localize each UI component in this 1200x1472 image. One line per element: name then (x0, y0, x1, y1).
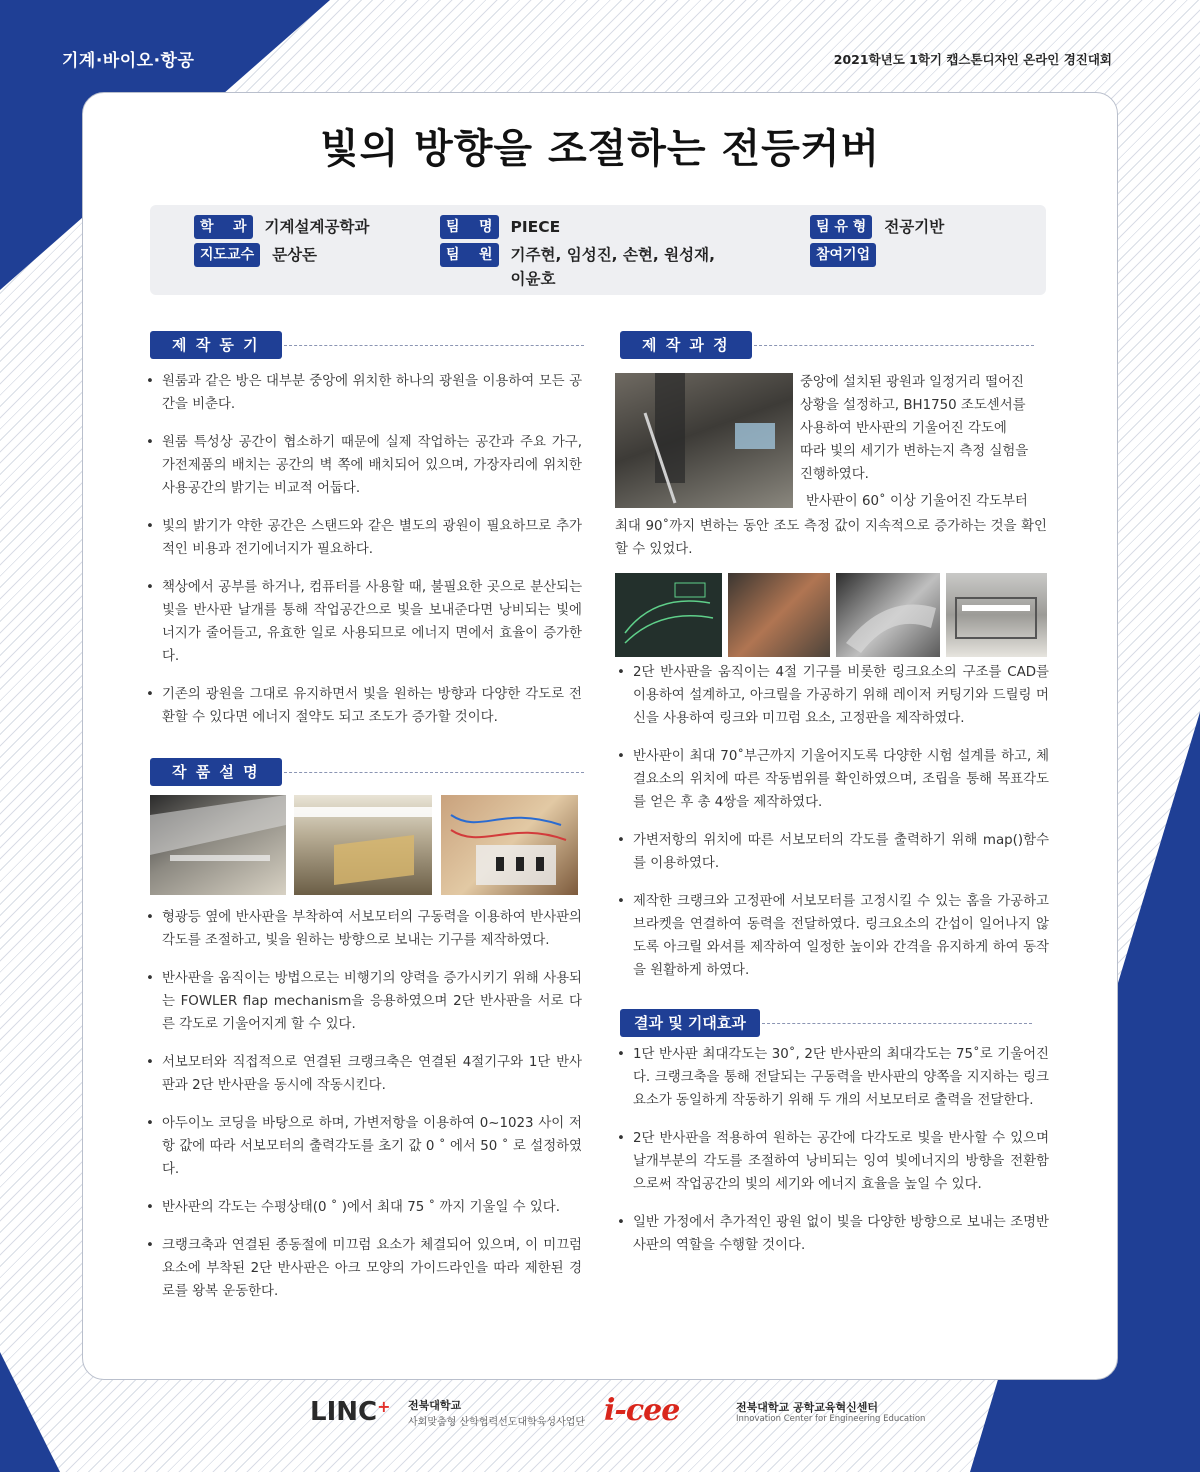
process-intro-lines (800, 371, 1046, 513)
dept-badge: 학 과 (194, 215, 253, 239)
company-badge: 참여기업 (810, 243, 876, 267)
type-value: 전공기반 (884, 218, 945, 236)
list-item: • 반사판의 각도는 수평상태(0 ˚ )에서 최대 75 ˚ 까지 기울일 수 있다. (146, 1196, 582, 1219)
footer (0, 1395, 1200, 1435)
description-title: 작 품 설 명 (150, 758, 282, 786)
photo-cad-art (615, 573, 722, 657)
category-label: 기계·바이오·항공 (62, 51, 195, 71)
description-list (146, 906, 582, 1318)
photo-machining (728, 573, 830, 657)
process-intro-line: 중앙에 설치된 광원과 일정거리 떨어진 (800, 375, 1024, 390)
members-badge: 팀 원 (440, 243, 499, 267)
process-intro-line: 따라 빛의 세기가 변하는지 측정 실험을 (800, 444, 1029, 459)
heading-rule (754, 345, 1034, 346)
photo-lamp-side-art (150, 795, 286, 895)
list-item: • 반사판이 최대 70˚부근까지 기울어지도록 다양한 시험 설계를 하고, 체결요소의 위치에 따른 작동범위를 확인하였으며, 조립을 통해 목표각도를 얻은 후 총 4쌍을 제작하였다. (617, 745, 1049, 814)
list-item: • 형광등 옆에 반사판을 부착하여 서보모터의 구동력을 이용하여 반사판의 각도를 조절하고, 빛을 원하는 방향으로 보내는 기구를 제작하였다. (146, 906, 582, 952)
icee-logo: i-cee (604, 1393, 680, 1428)
list-item: • 1단 반사판 최대각도는 30˚, 2단 반사판의 최대각도는 75˚로 기울어진다. 크랭크축을 통해 전달되는 구동력을 반사판의 양쪽을 지지하는 링크요소가 동일하게 작동하기 위해 두 개의 서보모터로 출력을 전달한다. (617, 1043, 1049, 1112)
info-team (440, 215, 560, 239)
process-intro-para2: 반사판이 60˚ 이상 기울어진 각도부터 (806, 494, 1028, 509)
results-list (617, 1043, 1049, 1272)
contest-label: 2021학년도 1학기 캡스톤디자인 온라인 경진대회 (833, 52, 1112, 67)
list-item: • 기존의 광원을 그대로 유지하면서 빛을 원하는 방향과 다양한 각도로 전환할 수 있다면 에너지 절약도 되고 조도가 증가할 것이다. (146, 683, 582, 729)
linc-plus-icon: + (377, 1397, 391, 1416)
photo-circuit-art (441, 795, 578, 895)
linc-logo (310, 1397, 391, 1427)
motivation-title: 제 작 동 기 (150, 331, 282, 359)
members-line-1: 기주현, 임성진, 손현, 원성재, (510, 246, 715, 264)
photo-acrylic-part-art (836, 573, 940, 657)
advisor-value: 문상돈 (272, 246, 318, 264)
list-item: • 일반 가정에서 추가적인 광원 없이 빛을 다양한 방향으로 보내는 조명반사판의 역할을 수행할 것이다. (617, 1211, 1049, 1257)
info-type (810, 215, 944, 239)
list-item: • 빛의 밝기가 약한 공간은 스탠드와 같은 별도의 광원이 필요하므로 추가적인 비용과 전기에너지가 필요하다. (146, 515, 582, 561)
photo-acrylic-part (836, 573, 940, 657)
photo-cad-design (615, 573, 722, 657)
list-item: • 2단 반사판을 적용하여 원하는 공간에 다각도로 빛을 반사할 수 있으며 날개부분의 각도를 조절하여 낭비되는 잉여 빛에너지의 방향을 전환함으로써 작업공간의 빛의 세기와 에너지 효율을 높일 수 있다. (617, 1127, 1049, 1196)
team-badge: 팀 명 (440, 215, 499, 239)
poster-title: 빛의 방향을 조절하는 전등커버 (319, 126, 881, 172)
heading-rule (284, 345, 584, 346)
dept-value: 기계설계공학과 (264, 218, 370, 236)
list-item: • 제작한 크랭크와 고정판에 서보모터를 고정시킬 수 있는 홈을 가공하고 브라켓을 연결하여 동력을 전달하였다. 링크요소의 간섭이 일어나지 않도록 아크릴 와셔를 제작하여 일정한 높이와 간격을 유지하게 하여 동작을 원활하게 하였다. (617, 890, 1049, 982)
list-item: • 크랭크축과 연결된 종동절에 미끄럼 요소가 체결되어 있으며, 이 미끄럼 요소에 부착된 2단 반사판은 아크 모양의 가이드라인을 따라 제한된 경로를 왕복 운동한다. (146, 1234, 582, 1303)
process-intro-rest: 최대 90˚까지 변하는 동안 조도 측정 값이 지속적으로 증가하는 것을 확인할 수 있었다. (615, 519, 1047, 557)
results-heading (620, 1009, 1032, 1037)
photo-lamp-side (150, 795, 286, 895)
process-title: 제 작 과 정 (620, 331, 752, 359)
list-item: • 아두이노 코딩을 바탕으로 하며, 가변저항을 이용하여 0~1023 사이 저항 값에 따라 서보모터의 출력각도를 초기 값 0 ˚ 에서 50 ˚ 로 설정하였다. (146, 1112, 582, 1181)
process-intro-line: 사용하여 반사판의 기울어진 각도에 (800, 421, 1007, 436)
photo-circuit-board (441, 795, 578, 895)
list-item: • 2단 반사판을 움직이는 4절 기구를 비롯한 링크요소의 구조를 CAD를 이용하여 설계하고, 아크릴을 가공하기 위해 레이저 커팅기와 드릴링 머신을 사용하여 링크와 미끄럼 요소, 고정판을 제작하였다. (617, 661, 1049, 730)
list-item: • 가변저항의 위치에 따른 서보모터의 각도를 출력하기 위해 map()함수를 이용하였다. (617, 829, 1049, 875)
info-dept (194, 215, 369, 239)
heading-rule (284, 772, 584, 773)
photo-assembly (946, 573, 1047, 657)
team-value: PIECE (510, 218, 561, 236)
advisor-badge: 지도교수 (194, 243, 260, 267)
members-value (511, 243, 715, 291)
results-title: 결과 및 기대효과 (620, 1009, 760, 1037)
list-item: • 서보모터와 직접적으로 연결된 크랭크축은 연결된 4절기구와 1단 반사판과 2단 반사판을 동시에 작동시킨다. (146, 1051, 582, 1097)
motivation-heading (150, 331, 584, 359)
photo-experiment-art (615, 373, 793, 508)
linc-logo-text: LINC (310, 1397, 378, 1427)
univ1-name: 전북대학교 (408, 1399, 462, 1412)
team-info-box (150, 205, 1046, 295)
heading-rule (762, 1023, 1032, 1024)
univ1-sub: 사회맞춤형 산학협력선도대학육성사업단 (408, 1417, 586, 1428)
description-heading (150, 758, 584, 786)
photo-lamp-reflector (294, 795, 432, 895)
members-line-2: 이윤호 (510, 270, 556, 288)
process-intro-line: 진행하였다. (800, 467, 869, 482)
photo-experiment (615, 373, 793, 508)
process-intro-line: 상황을 설정하고, BH1750 조도센서를 (800, 398, 1026, 413)
univ2-name: 전북대학교 공학교육혁신센터 (736, 1401, 878, 1414)
info-company (810, 243, 888, 267)
list-item: • 책상에서 공부를 하거나, 컴퓨터를 사용할 때, 불필요한 곳으로 분산되는 빛을 반사판 날개를 통해 작업공간으로 빛을 보내준다면 낭비되는 빛에너지가 줄어들고, 유효한 일로 사용되므로 에너지 면에서 효율이 증가한다. (146, 576, 582, 668)
process-heading (620, 331, 1034, 359)
list-item: • 원룸과 같은 방은 대부분 중앙에 위치한 하나의 광원을 이용하여 모든 공간을 비춘다. (146, 370, 582, 416)
info-advisor (194, 243, 317, 267)
photo-lamp-reflector-art (294, 795, 432, 895)
info-members (440, 243, 715, 291)
type-badge: 팀 유 형 (810, 215, 872, 239)
photo-assembly-art (946, 573, 1047, 657)
process-list (617, 661, 1049, 997)
motivation-list (146, 370, 582, 744)
univ2-sub: Innovation Center for Engineering Education (736, 1414, 926, 1424)
list-item: • 반사판을 움직이는 방법으로는 비행기의 양력을 증가시키기 위해 사용되는 FOWLER flap mechanism을 응용하였으며 2단 반사판을 서로 다른 각도로 기울어지게 할 수 있다. (146, 967, 582, 1036)
list-item: • 원룸 특성상 공간이 협소하기 때문에 실제 작업하는 공간과 주요 가구, 가전제품의 배치는 공간의 벽 쪽에 배치되어 있으며, 가장자리에 위치한 사용공간의 밝기는 비교적 어둡다. (146, 431, 582, 500)
